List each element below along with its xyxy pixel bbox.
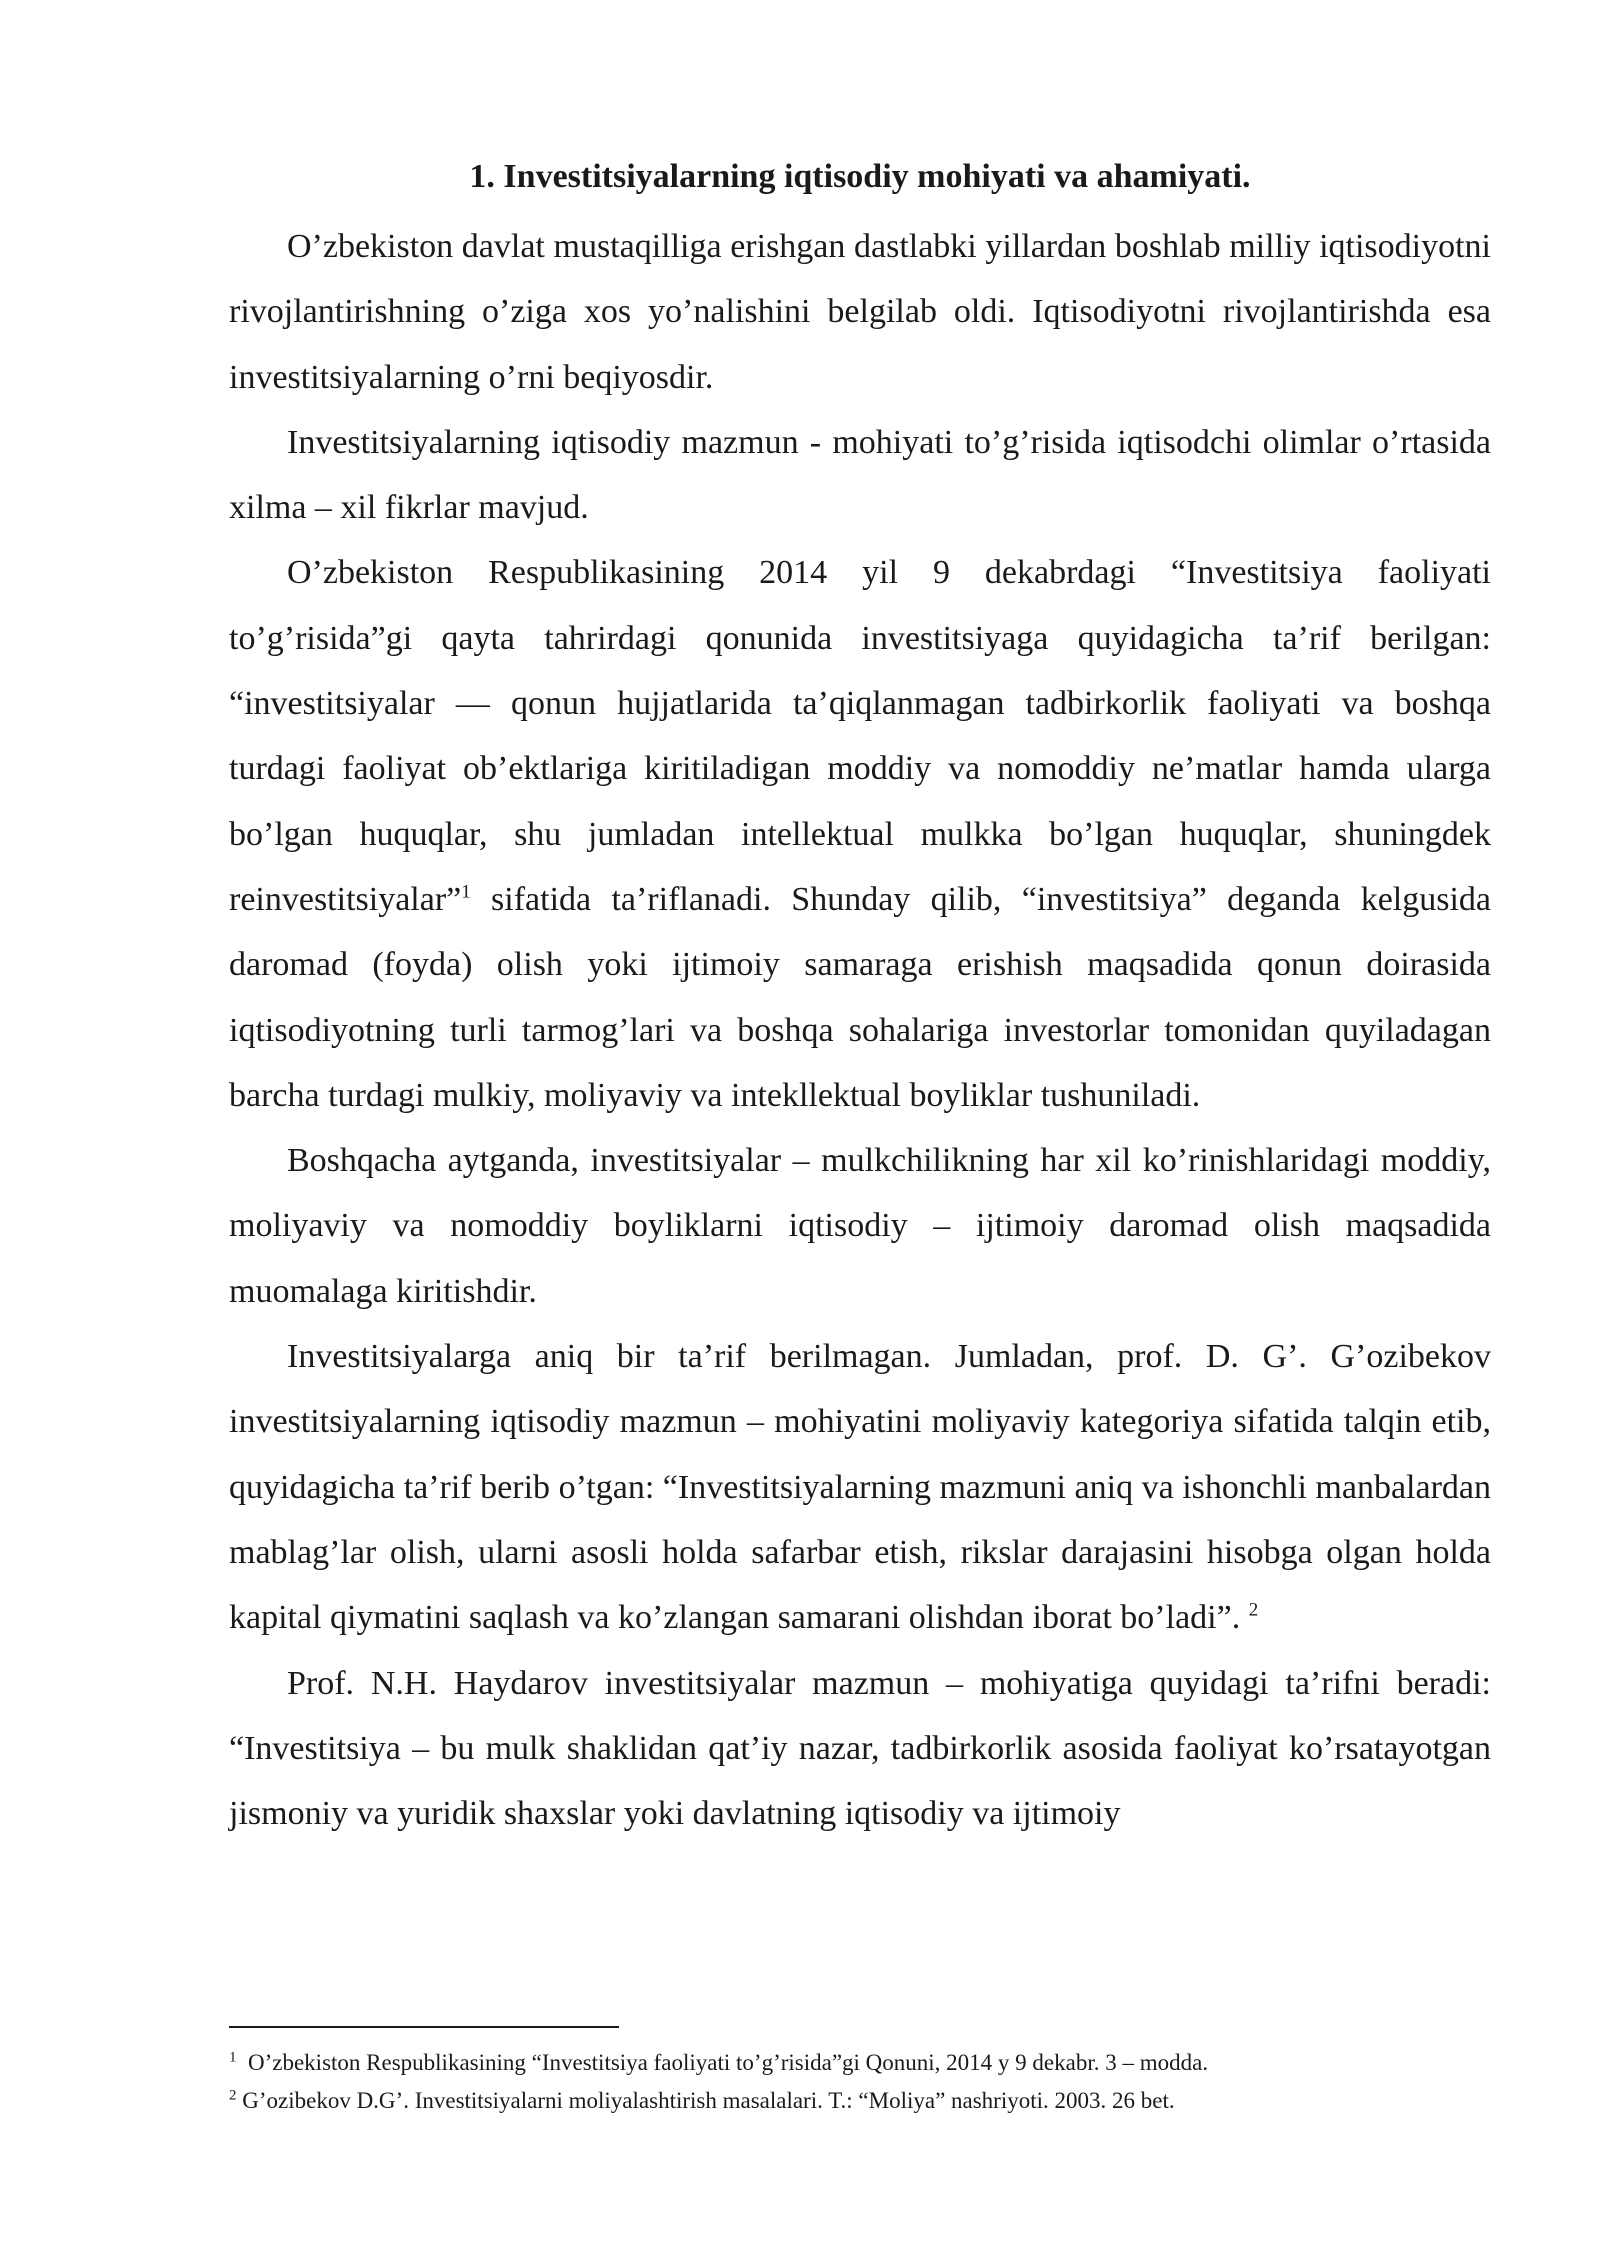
paragraph-6: Prof. N.H. Haydarov investitsiyalar mazmun – mohiyatiga quyidagi ta’rifni beradi: “Investitsiya – bu mulk shaklidan qat’iy nazar, tadbirkorlik asosida faoliyat ko’rsatayotgan jismoniy va yuridik shaxslar yoki davlatning iqtisodiy va ijtimoiy (229, 1664, 1491, 1833)
footnote-2-number: 2 (229, 2087, 237, 2104)
footnote-2-text: G’ozibekov D.G’. Investitsiyalarni moliyalashtirish masalalari. T.: “Moliya” nashriyoti. 2003. 26 bet. (242, 2088, 1175, 2113)
footnote-1 (229, 2044, 1491, 2082)
footnote-1-number: 1 (229, 2049, 237, 2066)
paragraph-3 (229, 540, 1491, 1128)
footnote-divider (229, 2026, 619, 2028)
footnote-2 (229, 2082, 1491, 2120)
footnote-1-text: O’zbekiston Respublikasining “Investitsiya faoliyati to’g’risida”gi Qonuni, 2014 y 9 dekabr. 3 – modda. (248, 2050, 1209, 2075)
footnote-ref-1: 1 (461, 881, 471, 903)
paragraph-3-text-before: O’zbekiston Respublikasining 2014 yil 9 dekabrdagi “Investitsiya faoliyati to’g’risida”gi qayta tahrirdagi qonunida investitsiyaga quyidagicha ta’rif berilgan: “investitsiyalar — qonun hujjatlarida ta’qiqlanmagan tadbirkorlik faoliyati va boshqa turdagi faoliyat ob’ektlariga kiritiladigan moddiy va nomoddiy ne’matlar hamda ularga bo’lgan huquqlar, shu jumladan intellektual mulkka bo’lgan huquqlar, shuningdek reinvestitsiyalar” (229, 554, 1491, 918)
paragraph-5 (229, 1324, 1491, 1650)
paragraph-4: Boshqacha aytganda, investitsiyalar – mulkchilikning har xil ko’rinishlaridagi moddiy, moliyaviy va nomoddiy boyliklarni iqtisodiy – ijtimoiy daromad olish maqsadida muomalaga kiritishdir. (229, 1142, 1491, 1310)
section-title: 1. Investitsiyalarning iqtisodiy mohiyati va ahamiyati. (469, 158, 1251, 195)
paragraph-1: O’zbekiston davlat mustaqilliga erishgan dastlabki yillardan boshlab milliy iqtisodiyotni rivojlantirishning o’ziga xos yo’nalishini belgilab oldi. Iqtisodiyotni rivojlantirishda esa investitsiyalarning o’rni beqiyosdir. (229, 228, 1491, 396)
footnotes (229, 2044, 1491, 2120)
paragraph-5-text-before: Investitsiyalarga aniq bir ta’rif berilmagan. Jumladan, prof. D. G’. G’ozibekov investitsiyalarning iqtisodiy mazmun – mohiyatini moliyaviy kategoriya sifatida talqin etib, quyidagicha ta’rif berib o’tgan: “Investitsiyalarning mazmuni aniq va ishonchli manbalardan mablag’lar olish, ularni asosli holda safarbar etish, rikslar darajasini hisobga olgan holda kapital qiymatini saqlash va ko’zlangan samarani olishdan iborat bo’ladi”. (229, 1338, 1491, 1637)
paragraph-3-text-after: sifatida ta’riflanadi. Shunday qilib, “investitsiya” deganda kelgusida daromad (foyda) olish yoki ijtimoiy samaraga erishish maqsadida qonun doirasida iqtisodiyotning turli tarmog’lari va boshqa sohalariga investorlar tomonidan quyiladagan barcha turdagi mulkiy, moliyaviy va intekllektual boyliklar tushuniladi. (229, 880, 1491, 1114)
paragraph-2: Investitsiyalarning iqtisodiy mazmun - mohiyati to’g’risida iqtisodchi olimlar o’rtasida xilma – xil fikrlar mavjud. (229, 423, 1491, 527)
footnote-ref-2: 2 (1248, 1599, 1259, 1621)
document-body (229, 150, 1491, 1846)
